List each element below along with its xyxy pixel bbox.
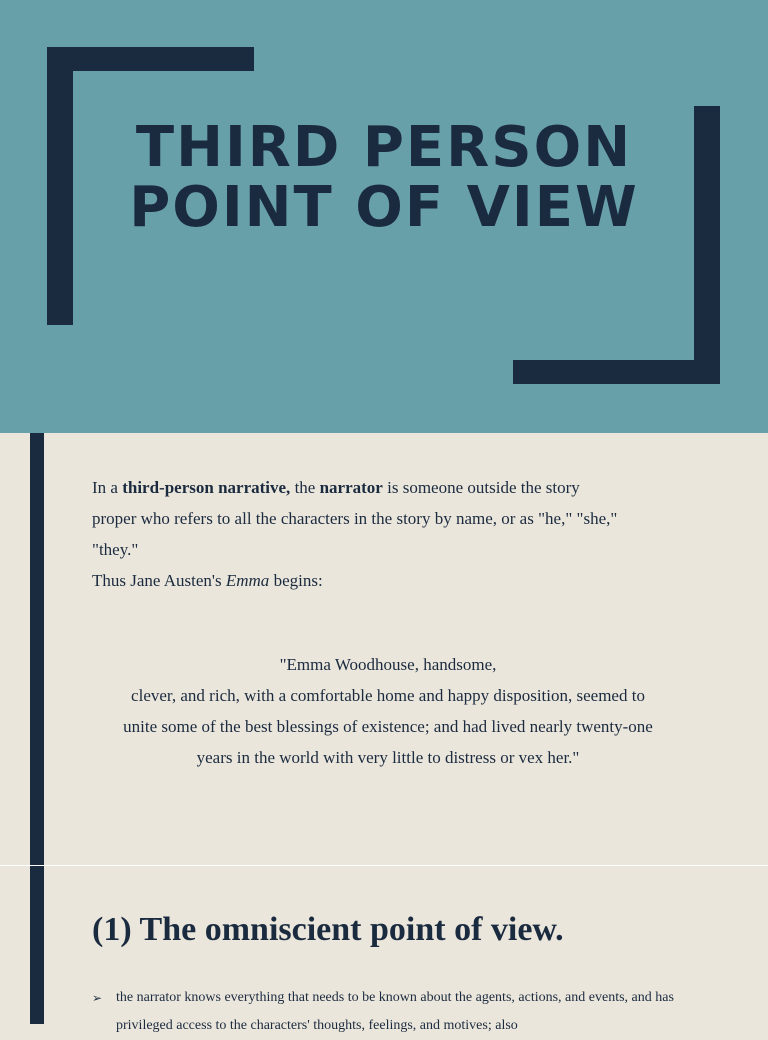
term-third-person-narrative: third-person narrative, [122,478,291,497]
intro-text [92,476,692,600]
intro-paragraph-4 [92,569,692,592]
quote-line-1: "Emma Woodhouse, handsome, [279,655,497,674]
narrative-slide [0,433,768,865]
side-accent-bar [30,866,44,1024]
bullet-item [92,984,682,1040]
bullet-text: the narrator knows everything that needs to be known about the agents, actions, and events, and has privileged access to the characters' thoughts, feelings, and motives; also [116,990,674,1033]
slide-title [0,115,768,240]
intro-text-run: the [290,478,320,497]
intro-text-run: is someone outside the story [382,478,580,497]
quote-line-3: unite some of the best blessings of existence; and had lived nearly twenty-one [123,717,653,736]
title-slide [0,0,768,433]
arrow-bullet-icon: ➢ [92,991,103,1005]
book-title-emma: Emma [225,571,270,590]
section-heading: (1) The omniscient point of view. [92,911,564,948]
intro-text-run: In a [92,478,123,497]
term-narrator: narrator [319,478,383,497]
title-line-2: POINT OF VIEW [129,175,639,240]
quote-line-2: clever, and rich, with a comfortable home and happy disposition, seemed to [131,686,645,705]
bracket-bottom-horizontal [513,360,720,384]
omniscient-slide [0,866,768,1033]
quote-line-4: years in the world with very little to distress or vex her." [196,748,580,767]
intro-text-run: begins: [269,571,323,590]
bracket-top-horizontal [47,47,254,71]
side-accent-bar [30,433,44,865]
intro-paragraph-2: proper who refers to all the characters in the story by name, or as "he," "she," [92,509,618,528]
title-line-1: THIRD PERSON [135,115,633,180]
intro-text-run: Thus Jane Austen's [92,571,226,590]
emma-quote [92,653,684,777]
intro-paragraph-1 [92,476,692,499]
intro-paragraph-3: "they." [92,540,139,559]
